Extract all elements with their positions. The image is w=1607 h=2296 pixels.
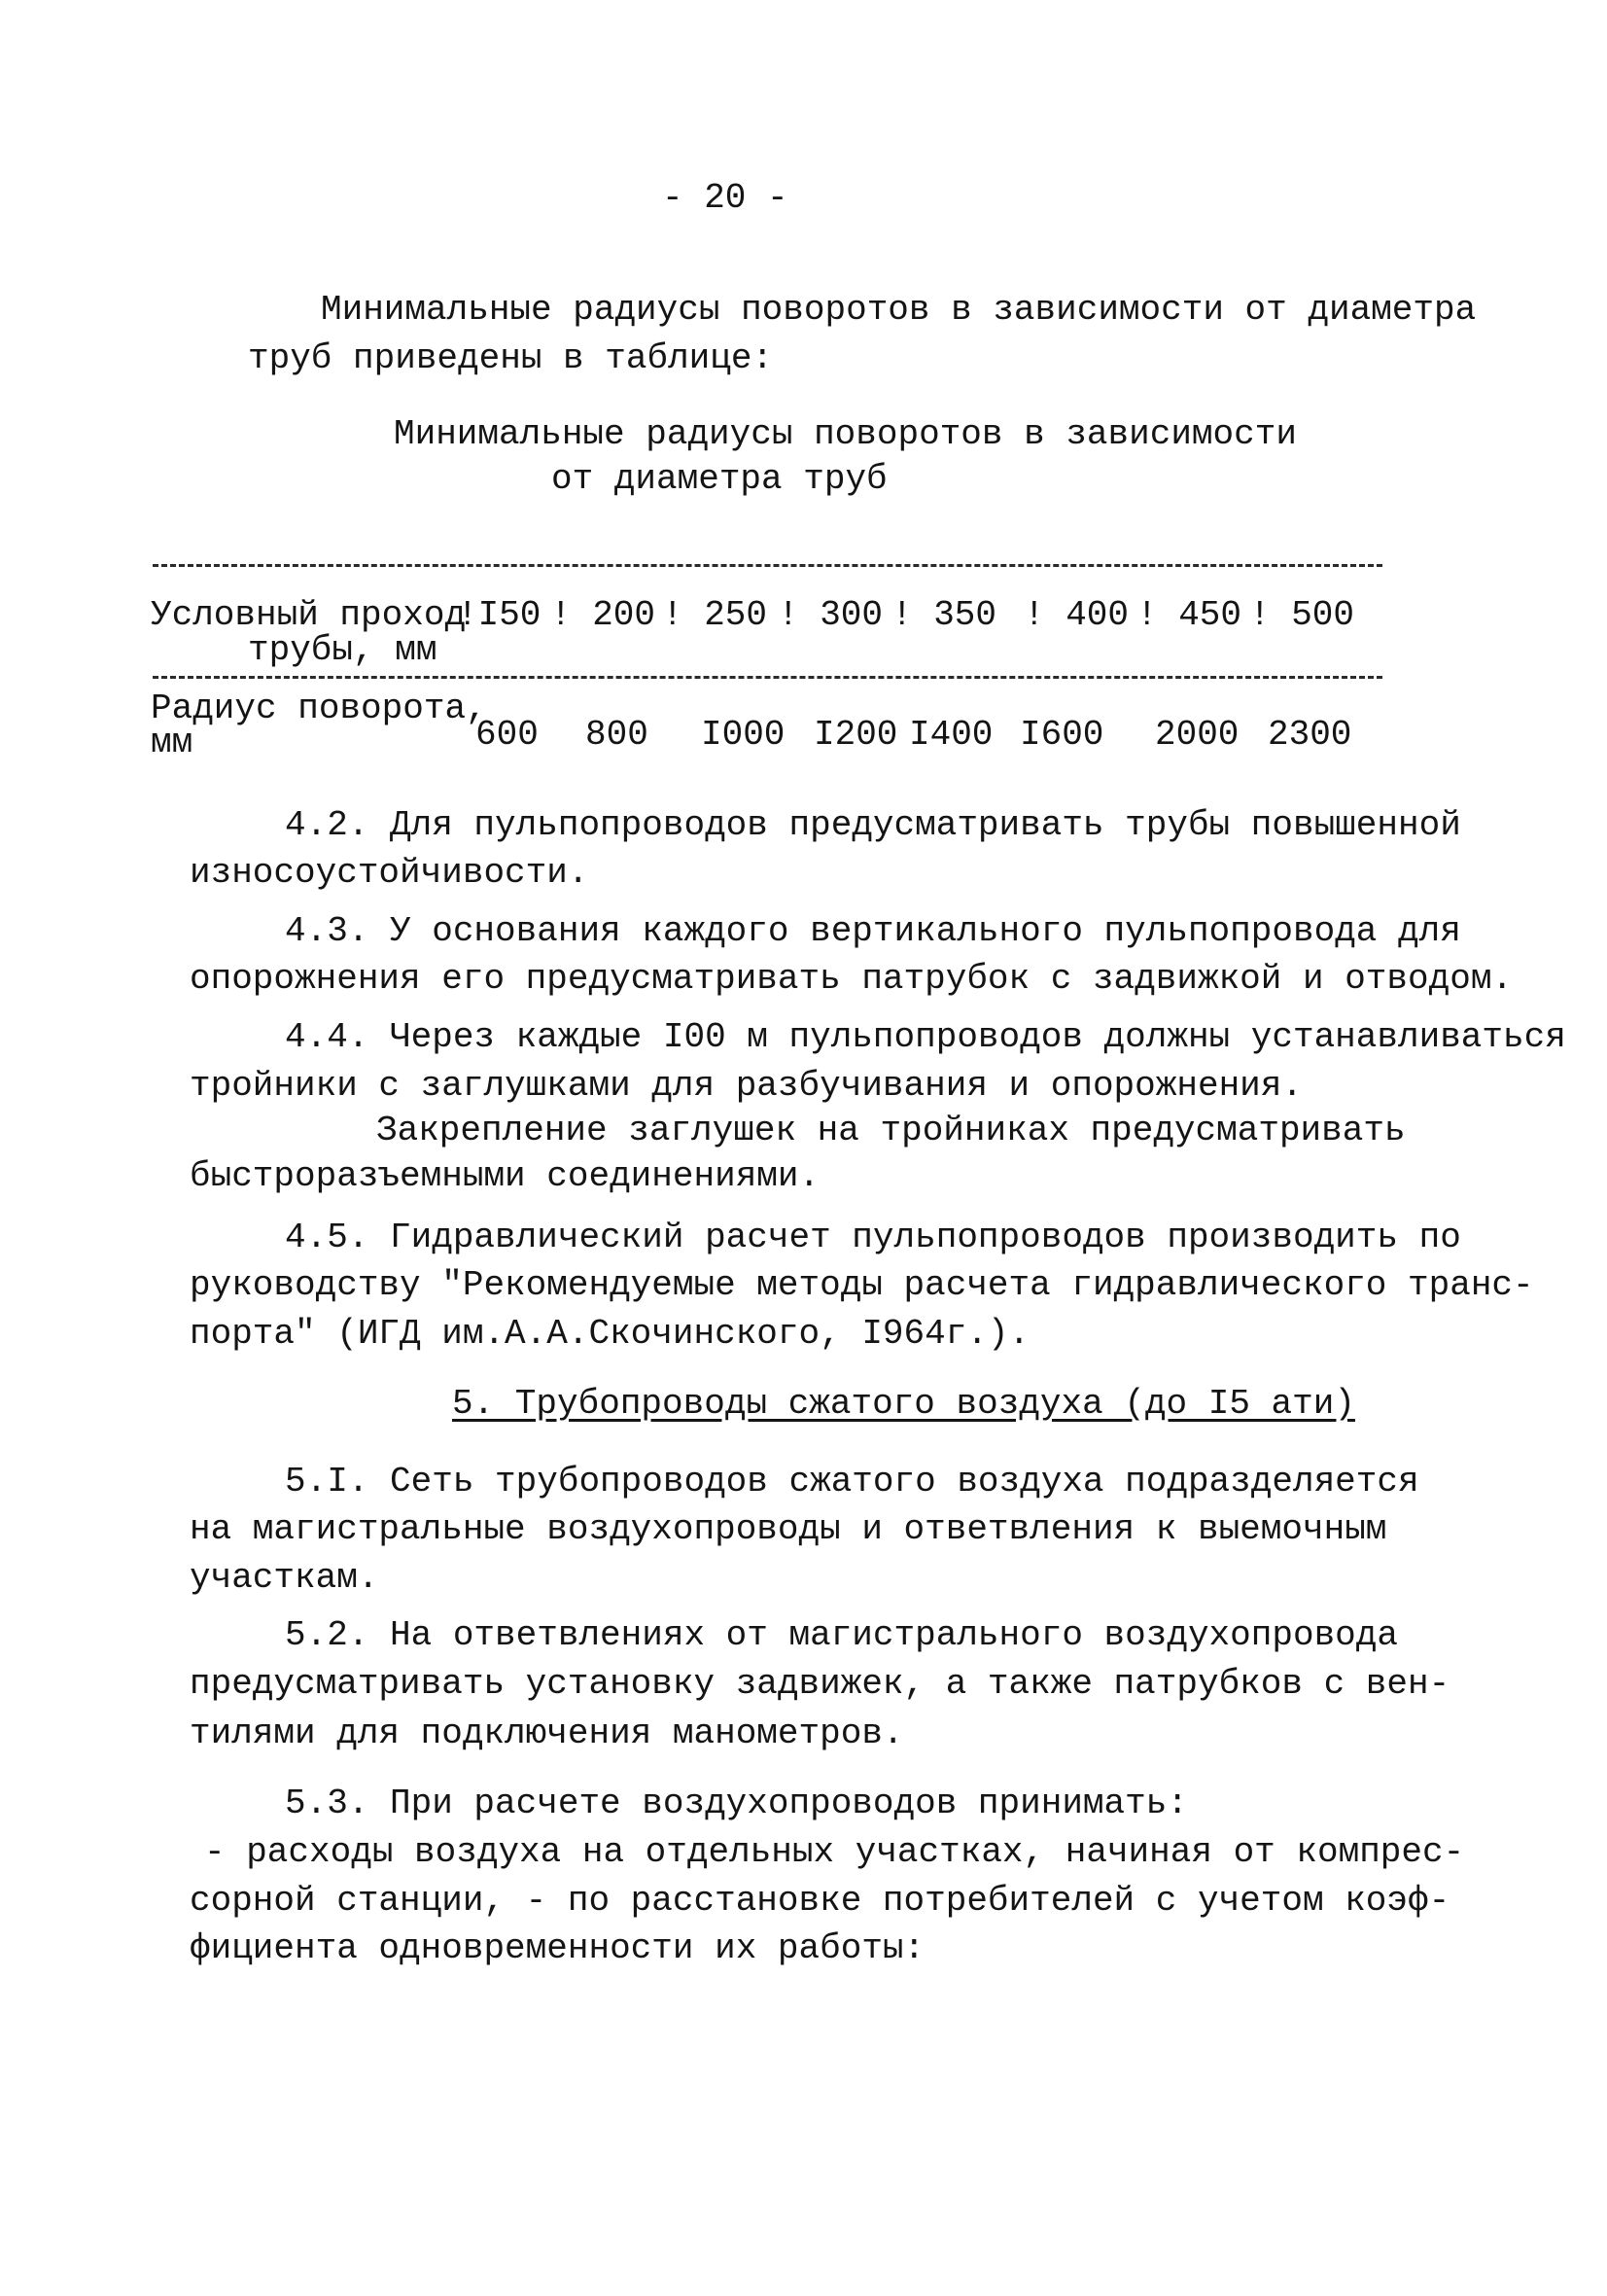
table-top-rule — [153, 564, 1382, 567]
diameter-cell: ! 350 — [891, 595, 997, 635]
paragraph-5-2-line-2: предусматривать установку задвижек, а также патрубков с вен- — [190, 1664, 1450, 1704]
diameter-cell: ! 450 — [1136, 595, 1242, 635]
radius-cell: 2000 — [1155, 715, 1240, 755]
radius-cell: I000 — [701, 715, 786, 755]
paragraph-4-2-line-2: износоустойчивости. — [190, 853, 589, 893]
intro-line-1: Минимальные радиусы поворотов в зависимости от диаметра — [321, 290, 1477, 330]
paragraph-5-3-line-4: фициента одновременности их работы: — [190, 1928, 926, 1968]
section-5-heading: 5. Трубопроводы сжатого воздуха (до I5 ати) — [452, 1384, 1355, 1424]
paragraph-5-2-line-1: 5.2. На ответвлениях от магистрального воздухопровода — [285, 1615, 1398, 1655]
row1-label-line-2: трубы, мм — [248, 630, 437, 670]
intro-line-2: труб приведены в таблице: — [248, 338, 774, 378]
paragraph-4-4-line-2: тройники с заглушками для разбучивания и опорожнения. — [190, 1066, 1303, 1106]
paragraph-4-5-line-2: руководству "Рекомендуемые методы расчета гидравлического транс- — [190, 1265, 1534, 1305]
paragraph-4-5-line-1: 4.5. Гидравлический расчет пульпопроводов производить по — [285, 1218, 1461, 1257]
paragraph-4-3-line-2: опорожнения его предусматривать патрубок с задвижкой и отводом. — [190, 959, 1514, 999]
paragraph-4-4-line-3: Закрепление заглушек на тройниках предусматривать — [376, 1111, 1406, 1150]
diameter-cell: ! 200 — [550, 595, 656, 635]
radius-cell: 2300 — [1268, 715, 1352, 755]
paragraph-4-4-line-1: 4.4. Через каждые I00 м пульпопроводов должны устанавливаться — [285, 1017, 1566, 1057]
paragraph-4-3-line-1: 4.3. У основания каждого вертикального пульпопровода для — [285, 911, 1461, 951]
paragraph-4-2-line-1: 4.2. Для пульпопроводов предусматривать трубы повышенной — [285, 805, 1461, 845]
paragraph-4-5-line-3: порта" (ИГД им.А.А.Скочинского, I964г.). — [190, 1314, 1031, 1354]
page-number: - 20 - — [662, 178, 788, 218]
radius-cell: I400 — [909, 715, 994, 755]
table-middle-rule — [153, 676, 1382, 679]
paragraph-5-1-line-2: на магистральные воздухопроводы и ответвления к выемочным — [190, 1509, 1387, 1549]
paragraph-4-4-line-4: быстроразъемными соединениями. — [190, 1156, 821, 1196]
diameter-cell: ! 500 — [1249, 595, 1355, 635]
radius-cell: I600 — [1020, 715, 1104, 755]
diameter-cell: ! 400 — [1024, 595, 1130, 635]
row2-label-line-1: Радиус поворота, — [151, 689, 487, 728]
paragraph-5-3-line-3: сорной станции, - по расстановке потребителей с учетом коэф- — [190, 1881, 1450, 1921]
paragraph-5-3-line-1: 5.3. При расчете воздухопроводов принимать: — [285, 1784, 1188, 1823]
radius-cell: 600 — [475, 715, 539, 755]
paragraph-5-1-line-1: 5.I. Сеть трубопроводов сжатого воздуха подразделяется — [285, 1462, 1419, 1501]
table-caption-line-1: Минимальные радиусы поворотов в зависимости — [394, 414, 1297, 454]
radius-cell: I200 — [814, 715, 898, 755]
paragraph-5-1-line-3: участкам. — [190, 1558, 379, 1598]
row2-label-line-2: мм — [151, 723, 193, 762]
diameter-cell: !I50 — [457, 595, 541, 635]
table-caption-line-2: от диаметра труб — [551, 459, 888, 499]
paragraph-5-3-line-2: - расходы воздуха на отдельных участках, начиная от компрес- — [204, 1832, 1465, 1872]
radius-cell: 800 — [585, 715, 648, 755]
diameter-cell: ! 300 — [778, 595, 884, 635]
diameter-cell: ! 250 — [662, 595, 768, 635]
paragraph-5-2-line-3: тилями для подключения манометров. — [190, 1713, 904, 1753]
row1-label-line-1: Условный проход — [151, 595, 467, 635]
